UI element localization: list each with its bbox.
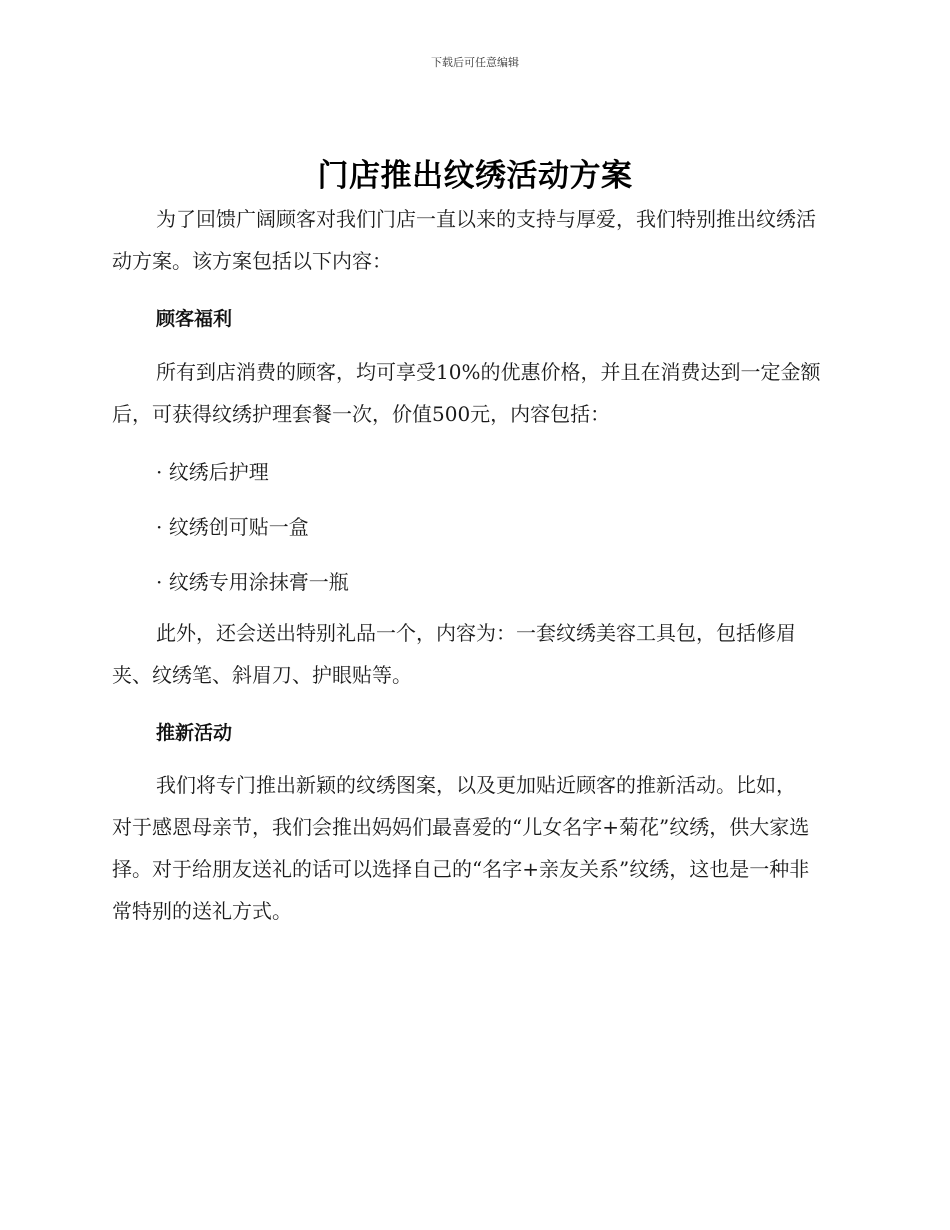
promotion-paragraph: 我们将专门推出新颖的纹绣图案，以及更加贴近顾客的推新活动。比如，对于感恩母亲节，我们会推出妈妈们最喜爱的“儿女名字+菊花”纹绣，供大家选择。对于给朋友送礼的话可以选择自己的“名字+亲友关系”纹绣，这也是一种非常特别的送礼方式。 [112,773,810,923]
section-heading-promotion: 推新活动 [156,722,233,744]
gift-paragraph: 此外，还会送出特别礼品一个，内容为：一套纹绣美容工具包，包括修眉夹、纹绣笔、斜眉刀、护眼贴等。 [112,621,796,687]
bullet-item: · 纹绣后护理 [156,460,269,484]
bullet-item: · 纹绣专用涂抹膏一瓶 [156,570,349,594]
benefits-paragraph: 所有到店消费的顾客，均可享受10%的优惠价格，并且在消费达到一定金额后，可获得纹绣护理套餐一次，价值500元，内容包括： [112,360,821,426]
document-title: 门店推出纹绣活动方案 [317,158,633,194]
intro-paragraph: 为了回馈广阔顾客对我们门店一直以来的支持与厚爱，我们特别推出纹绣活动方案。该方案包括以下内容： [112,207,816,273]
header-note: 下载后可任意编辑 [431,56,519,69]
bullet-item: · 纹绣创可贴一盒 [156,515,309,539]
section-heading-benefits: 顾客福利 [156,308,233,330]
